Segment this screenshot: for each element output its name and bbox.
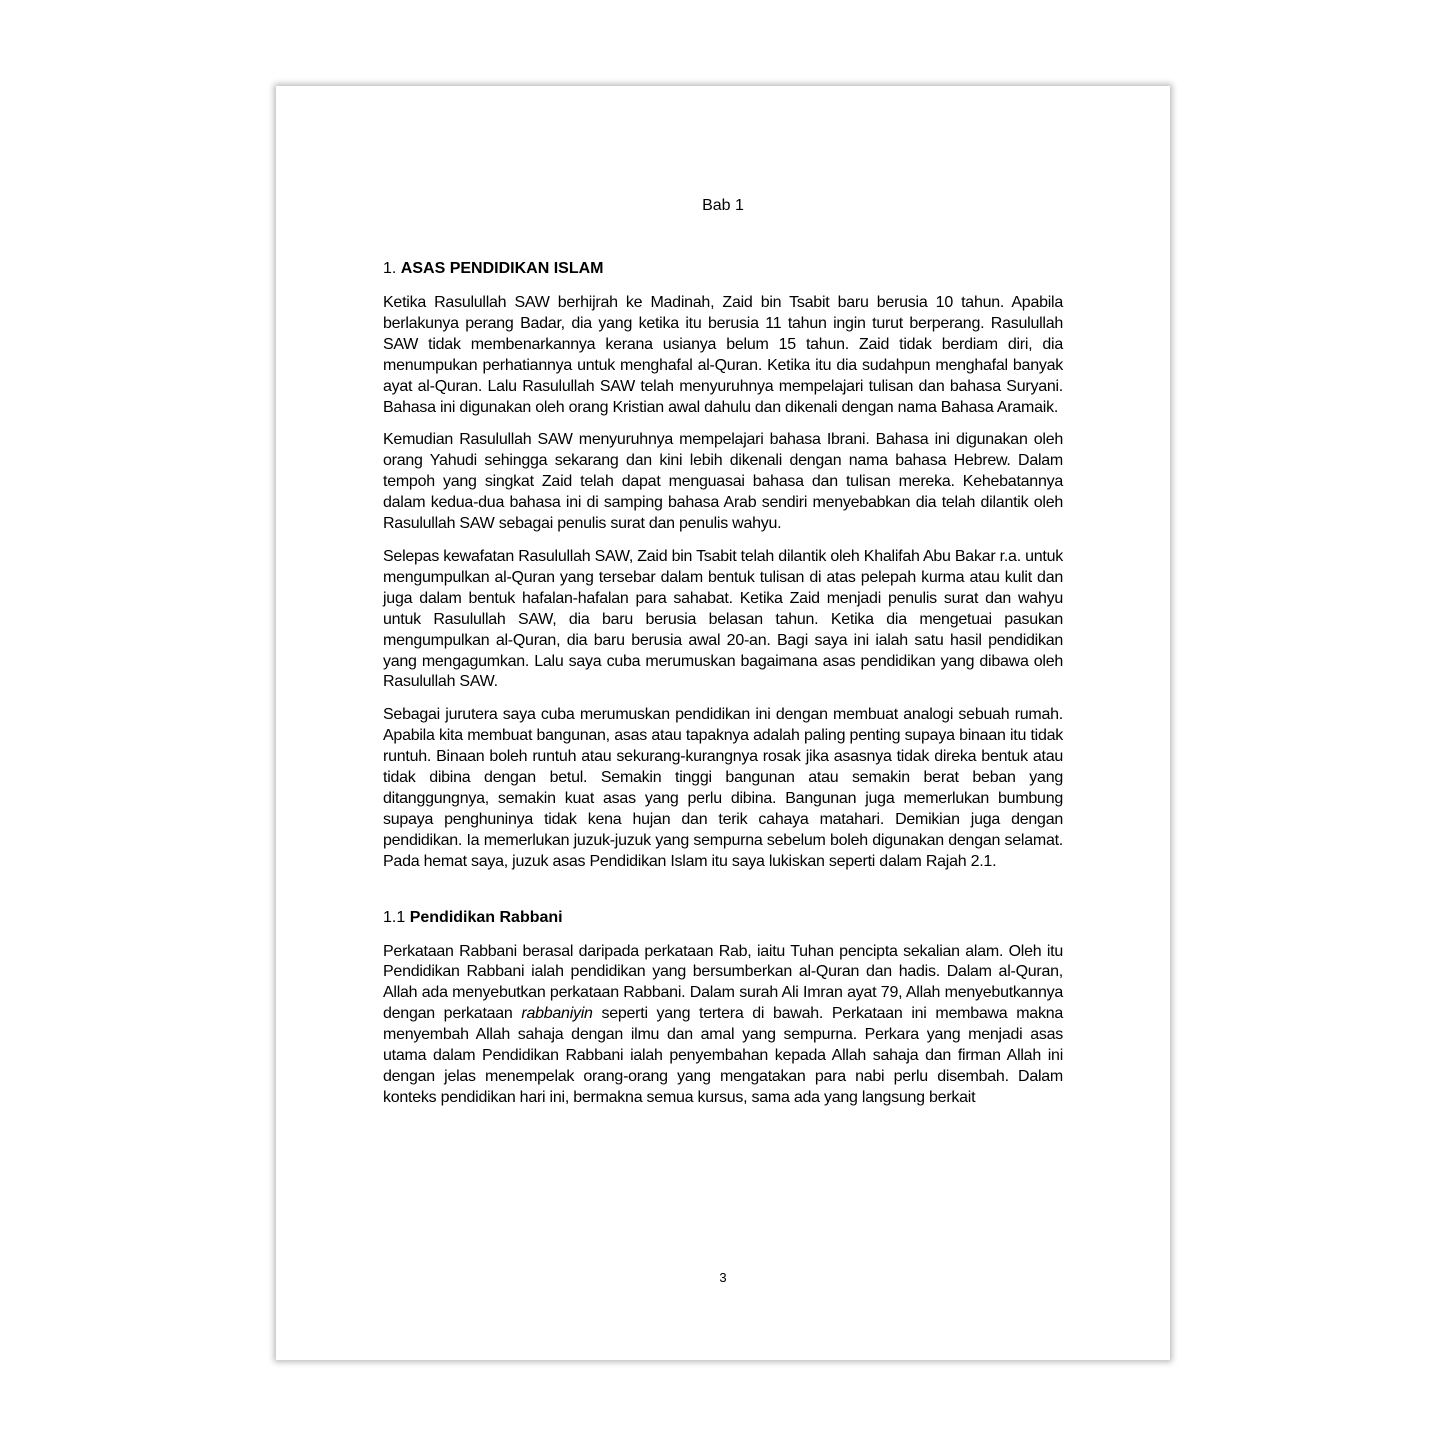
paragraph: Kemudian Rasulullah SAW menyuruhnya mempelajari bahasa Ibrani. Bahasa ini digunakan oleh orang Yahudi sehingga sekarang dan kini lebih dikenali dengan nama bahasa Hebrew. Dalam tempoh yang singkat Zaid telah dapat menguasai bahasa dan tulisan mereka. Kehebatannya dalam kedua-dua bahasa ini di samping bahasa Arab sendiri menyebabkan dia telah dilantik oleh Rasulullah SAW sebagai penulis surat dan penulis wahyu.: [383, 431, 1063, 533]
subsection-number: 1.1: [383, 908, 406, 926]
paragraph: Sebagai jurutera saya cuba merumuskan pendidikan ini dengan membuat analogi sebuah rumah. Apabila kita membuat bangunan, asas atau tapaknya adalah paling penting supaya binaan itu tidak runtuh. Binaan boleh runtuh atau sekurang-kurangnya rosak jika asasnya tidak direka bentuk atau tidak dibina dengan betul. Semakin tinggi bangunan atau semakin berat beban yang ditanggungnya, semakin kuat asas yang perlu dibina. Bangunan juga memerlukan bumbung supaya penghuninya tidak kena hujan dan terik cahaya matahari. Demikian juga dengan pendidikan. Ia memerlukan juzuk-juzuk yang sempurna sebelum boleh digunakan dengan selamat. Pada hemat saya, juzuk asas Pendidikan Islam itu saya lukiskan seperti dalam Rajah 2.1.: [383, 706, 1063, 870]
paragraph: Ketika Rasulullah SAW berhijrah ke Madinah, Zaid bin Tsabit baru berusia 10 tahun. Apabila berlakunya perang Badar, dia yang ketika itu berusia 11 tahun ingin turut berperang. Rasulullah SAW tidak membenarkannya kerana usianya belum 15 tahun. Zaid tidak berdiam diri, dia menumpukan perhatiannya untuk menghafal al-Quran. Ketika itu dia sudahpun menghafal banyak ayat al-Quran. Lalu Rasulullah SAW telah menyuruhnya mempelajari tulisan dan bahasa Suryani. Bahasa ini digunakan oleh orang Kristian awal dahulu dan dikenali dengan nama Bahasa Aramaik.: [383, 294, 1063, 416]
subsection-title: Pendidikan Rabbani: [409, 908, 563, 926]
subsection-heading: [383, 907, 1063, 929]
page-content: [383, 258, 1063, 1121]
paragraph: [383, 942, 1063, 1109]
paragraph: Selepas kewafatan Rasulullah SAW, Zaid bin Tsabit telah dilantik oleh Khalifah Abu Bakar r.a. untuk mengumpulkan al-Quran yang tersebar dalam bentuk tulisan di atas pelepah kurma atau kulit dan juga dalam bentuk hafalan-hafalan para sahabat. Ketika Zaid menjadi penulis surat dan wahyu untuk Rasulullah SAW, dia baru berusia belasan tahun. Ketika dia mengetuai pasukan mengumpulkan al-Quran, dia baru berusia awal 20-an. Bagi saya ini ialah satu hasil pendidikan yang mengagumkan. Lalu saya cuba merumuskan bagaimana asas pendidikan yang dibawa oleh Rasulullah SAW.: [383, 547, 1063, 691]
page-number: 3: [719, 1270, 727, 1285]
section-number: 1.: [383, 260, 397, 277]
italic-term: rabbaniyin: [521, 1005, 593, 1023]
paragraph-text: Perkataan Rabbani berasal daripada perkataan Rab, iaitu Tuhan pencipta sekalian alam. Oleh itu Pendidikan Rabbani ialah pendidikan yang bersumberkan al-Quran dan hadis. Dalam al-Quran, Allah ada menyebutkan perkataan Rabbani. Dalam surah Ali Imran ayat 79, Allah menyebutkannya dengan perkataan: [383, 942, 1063, 1023]
section-heading: [383, 258, 1063, 280]
document-page: [276, 86, 1170, 1360]
paragraph-text: seperti yang tertera di bawah. Perkataan ini membawa makna menyembah Allah sahaja dengan ilmu dan amal yang sempurna. Perkara yang menjadi asas utama dalam Pendidikan Rabbani ialah penyembahan kepada Allah sahaja dan firman Allah ini dengan jelas menempelak orang-orang yang mengatakan para nabi perlu disembah. Dalam konteks pendidikan hari ini, bermakna semua kursus, sama ada yang langsung berkait: [383, 1005, 1063, 1106]
section-title: ASAS PENDIDIKAN ISLAM: [400, 260, 604, 277]
chapter-label: Bab 1: [702, 197, 744, 214]
